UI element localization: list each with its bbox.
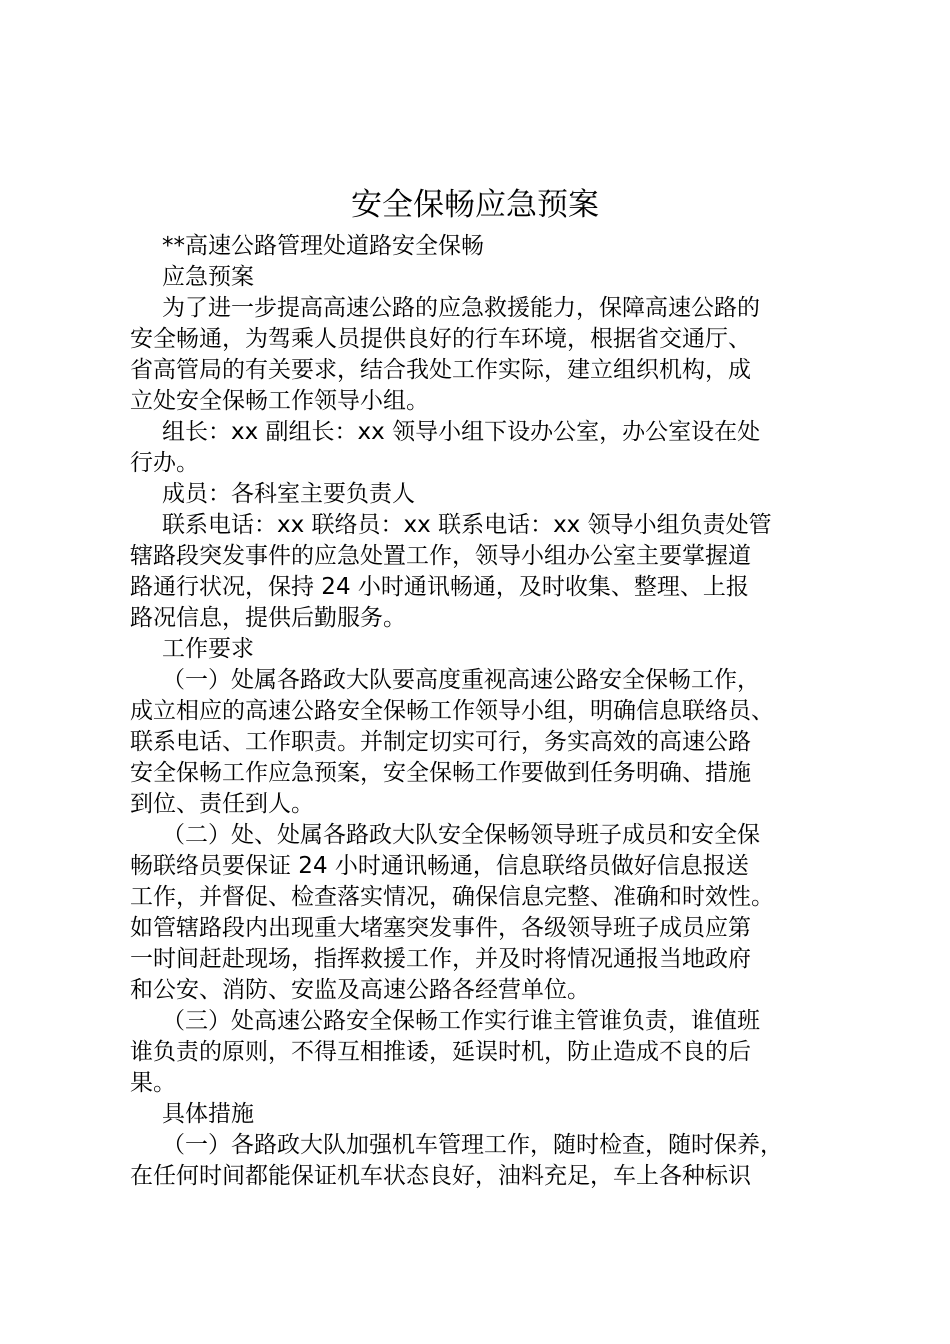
document-body	[130, 231, 830, 1192]
section-heading-measures: 具体措施	[162, 1101, 254, 1127]
paragraph-leaders: 组长：xx 副组长：xx 领导小组下设办公室，办公室设在处 行办。	[130, 419, 761, 476]
paragraph-intro: 为了进一步提高高速公路的应急救援能力，保障高速公路的 安全畅通，为驾乘人员提供良好的行车环境，根据省交通厅、 省高管局的有关要求，结合我处工作实际，建立组织机构，成 立处安全保畅工作领导小组。	[130, 295, 760, 414]
paragraph-requirement-1: （一）处属各路政大队要高度重视高速公路安全保畅工作， 成立相应的高速公路安全保畅工作领导小组，明确信息联络员、 联系电话、工作职责。并制定切实可行，务实高效的高速公路 安全保畅工作应急预案，安全保畅工作要做到任务明确、措施 到位、责任到人。	[130, 667, 774, 817]
paragraph-measure-1: （一）各路政大队加强机车管理工作，随时检查，随时保养， 在任何时间都能保证机车状态良好，油料充足，车上各种标识	[130, 1132, 783, 1189]
paragraph-requirement-2: （二）处、处属各路政大队安全保畅领导班子成员和安全保 畅联络员要保证 24 小时通讯畅通，信息联络员做好信息报送 工作，并督促、检查落实情况，确保信息完整、准确和时效性。 如管辖路段内出现重大堵塞突发事件，各级领导班子成员应第 一时间赶赴现场，指挥救援工作，并及时将情况通报当地政府 和公安、消防、安监及高速公路各经营单位。	[130, 822, 774, 1003]
paragraph-members: 成员：各科室主要负责人	[162, 481, 415, 507]
paragraph-contacts: 联系电话：xx 联络员：xx 联系电话：xx 领导小组负责处管 辖路段突发事件的应急处置工作，领导小组办公室主要掌握道 路通行状况，保持 24 小时通讯畅通，及时收集、整理、上报 路况信息，提供后勤服务。	[130, 512, 772, 631]
paragraph-subtitle-line2: 应急预案	[162, 264, 254, 290]
document-title: 安全保畅应急预案	[351, 187, 599, 223]
paragraph-requirement-3: （三）处高速公路安全保畅工作实行谁主管谁负责，谁值班 谁负责的原则，不得互相推诿，延误时机，防止造成不良的后 果。	[130, 1008, 760, 1096]
paragraph-subtitle-line1: **高速公路管理处道路安全保畅	[162, 233, 484, 259]
section-heading-requirements: 工作要求	[162, 636, 254, 662]
